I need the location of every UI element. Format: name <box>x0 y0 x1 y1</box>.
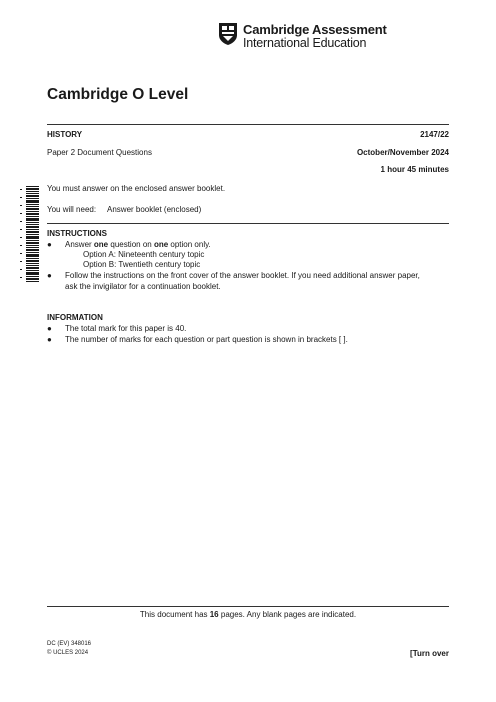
instruction-item-1: Answer one question on one option only. <box>65 240 211 249</box>
turn-over: [Turn over <box>410 649 449 658</box>
document-code: DC (EV) 348016 <box>47 641 92 647</box>
instruction-item-2-line-1: Follow the instructions on the front cover of the answer booklet. If you need additional answer paper, <box>65 271 420 280</box>
exam-duration: 1 hour 45 minutes <box>380 165 449 174</box>
bullet-icon: ● <box>47 324 52 333</box>
barcode <box>19 186 39 282</box>
information-item-2: The number of marks for each question or part question is shown in brackets [ ]. <box>65 335 348 344</box>
instructions-title: INSTRUCTIONS <box>47 229 107 238</box>
cambridge-logo <box>218 22 387 50</box>
need-value: Answer booklet (enclosed) <box>107 205 202 214</box>
logo-line-2: International Education <box>243 36 367 50</box>
instructions-rule <box>47 223 449 224</box>
cambridge-shield-icon <box>218 22 238 46</box>
paper-title: Paper 2 Document Questions <box>47 148 152 157</box>
information-item-1: The total mark for this paper is 40. <box>65 324 187 333</box>
instruction-item-2-line-2: ask the invigilator for a continuation booklet. <box>65 282 221 291</box>
option-b: Option B: Twentieth century topic <box>83 260 201 269</box>
subject-title: HISTORY <box>47 130 83 139</box>
option-a: Option A: Nineteenth century topic <box>83 250 205 259</box>
footer-rule <box>47 606 449 607</box>
bullet-icon: ● <box>47 271 52 280</box>
copyright: © UCLES 2024 <box>47 650 89 656</box>
logo-line-1: Cambridge Assessment <box>243 22 387 37</box>
page-count-note: This document has 16 pages. Any blank pages are indicated. <box>139 610 357 619</box>
information-title: INFORMATION <box>47 313 103 322</box>
paper-code: 2147/22 <box>420 130 449 139</box>
header-rule <box>47 124 449 125</box>
bullet-icon: ● <box>47 240 52 249</box>
answer-note: You must answer on the enclosed answer booklet. <box>47 184 226 193</box>
bullet-icon: ● <box>47 335 52 344</box>
need-label: You will need: <box>47 205 97 214</box>
qualification-title: Cambridge O Level <box>47 86 189 103</box>
exam-session: October/November 2024 <box>356 148 449 157</box>
